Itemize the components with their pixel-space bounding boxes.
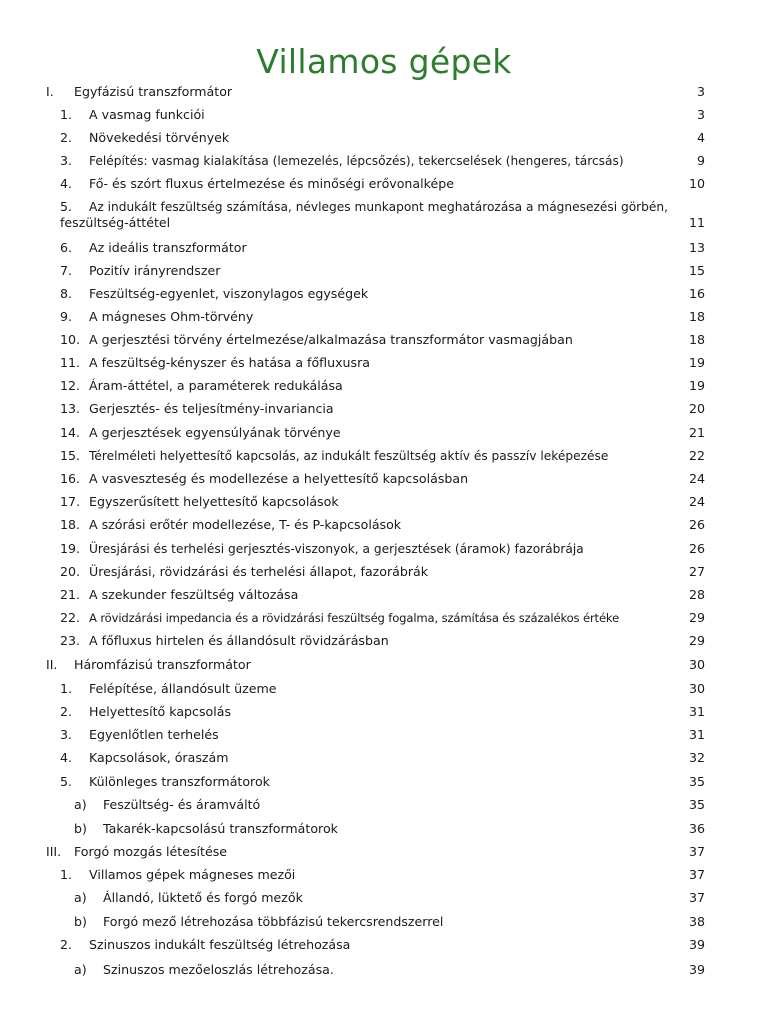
toc-text: Üresjárási, rövidzárási és terhelési állapot, fazorábrák [89, 564, 429, 579]
toc-text: Felépítése, állandósult üzeme [89, 681, 277, 696]
toc-text: Egyenlőtlen terhelés [89, 727, 219, 742]
toc-page: 29 [688, 633, 705, 648]
toc-page: 29 [688, 610, 705, 625]
toc-text: A vasveszteség és modellezése a helyettesítő kapcsolásban [89, 471, 469, 486]
toc-text: Villamos gépek mágneses mezői [89, 867, 296, 882]
toc-number: 23. [60, 633, 81, 648]
toc-entry[interactable] [0, 199, 768, 231]
toc-text: Háromfázisú transzformátor [74, 657, 251, 672]
toc-page: 24 [688, 471, 705, 486]
toc-text: Takarék-kapcsolású transzformátorok [103, 821, 338, 836]
toc-number: a) [74, 890, 87, 905]
toc-number: 4. [60, 750, 73, 765]
toc-number: 3. [60, 153, 73, 168]
toc-text: Térelméleti helyettesítő kapcsolás, az indukált feszültség aktív és passzív leképezése [89, 449, 609, 463]
toc-number: 12. [60, 378, 81, 393]
toc-page: 21 [688, 425, 705, 440]
toc-text: A vasmag funkciói [89, 107, 205, 122]
toc-page: 10 [688, 176, 705, 191]
toc-page: 24 [688, 494, 705, 509]
toc-page: 28 [688, 587, 705, 602]
toc-number: 11. [60, 355, 81, 370]
toc-number: 2. [60, 704, 73, 719]
toc-number: 1. [60, 867, 73, 882]
toc-text: Felépítés: vasmag kialakítása (lemezelés, lépcsőzés), tekercselések (hengeres, tárcsás) [89, 154, 624, 168]
toc-number: 18. [60, 517, 81, 532]
toc-text: A főfluxus hirtelen és állandósult rövidzárásban [89, 633, 389, 648]
toc-page: 30 [688, 681, 705, 696]
toc-page: 31 [688, 704, 705, 719]
toc-number: 13. [60, 401, 81, 416]
toc-text: Fő- és szórt fluxus értelmezése és minőségi erővonalképe [89, 176, 454, 191]
toc-page: 3 [696, 107, 705, 122]
toc-text: Feszültség- és áramváltó [103, 797, 261, 812]
toc-text: Feszültség-egyenlet, viszonylagos egységek [89, 286, 369, 301]
toc-page: 32 [688, 750, 705, 765]
toc-number: 1. [60, 681, 73, 696]
toc-number: 8. [60, 286, 73, 301]
toc-number: 19. [60, 541, 81, 556]
toc-page: 19 [688, 378, 705, 393]
toc-page: 13 [688, 240, 705, 255]
toc-page: 26 [688, 541, 705, 556]
toc-text: Áram-áttétel, a paraméterek redukálása [89, 378, 343, 393]
toc-page: 18 [688, 332, 705, 347]
toc-number: 1. [60, 107, 73, 122]
toc-page: 11 [688, 215, 705, 230]
toc-page: 9 [696, 153, 705, 168]
toc-number: b) [74, 821, 87, 836]
toc-text: Pozitív irányrendszer [89, 263, 221, 278]
toc-page: 35 [688, 774, 705, 789]
toc-page: 18 [688, 309, 705, 324]
toc-number: 3. [60, 727, 73, 742]
toc-number: 2. [60, 130, 73, 145]
toc-text: Szinuszos mezőeloszlás létrehozása. [103, 962, 334, 977]
toc-page: 15 [688, 263, 705, 278]
toc-text: A rövidzárási impedancia és a rövidzárási feszültség fogalma, számítása és százalékos értéke [89, 611, 620, 625]
toc-text: Az indukált feszültség számítása, névleges munkapont meghatározása a mágnesezési görbén, [89, 200, 669, 214]
toc-page: 22 [688, 448, 705, 463]
toc-text: Helyettesítő kapcsolás [89, 704, 231, 719]
toc-page: 19 [688, 355, 705, 370]
document-title: Villamos gépek [256, 42, 512, 81]
toc-text: Egyfázisú transzformátor [74, 84, 233, 99]
toc-number: 4. [60, 176, 73, 191]
toc-page: 30 [688, 657, 705, 672]
toc-text: Szinuszos indukált feszültség létrehozása [89, 937, 351, 952]
toc-page: 27 [688, 564, 705, 579]
toc-number: 10. [60, 332, 81, 347]
toc-number: 20. [60, 564, 81, 579]
toc-page: 37 [688, 844, 705, 859]
toc-number: 17. [60, 494, 81, 509]
toc-text: Forgó mozgás létesítése [74, 844, 228, 859]
toc-number: 5. [60, 774, 73, 789]
toc-page: 4 [696, 130, 705, 145]
toc-page: 39 [688, 937, 705, 952]
toc-number: 14. [60, 425, 81, 440]
toc-text: Üresjárási és terhelési gerjesztés-viszonyok, a gerjesztések (áramok) fazorábrája [89, 542, 584, 556]
toc-text: Az ideális transzformátor [89, 240, 247, 255]
toc-number: a) [74, 797, 87, 812]
toc-number: 21. [60, 587, 81, 602]
toc-page: 3 [696, 84, 705, 99]
toc-page: 36 [688, 821, 705, 836]
toc-number: II. [46, 657, 58, 672]
toc-number: 15. [60, 448, 81, 463]
toc-text: Egyszerűsített helyettesítő kapcsolások [89, 494, 339, 509]
toc-number: 2. [60, 937, 73, 952]
toc-page: 20 [688, 401, 705, 416]
toc-text: A szekunder feszültség változása [89, 587, 299, 602]
toc-number: I. [46, 84, 54, 99]
toc-number: 22. [60, 610, 81, 625]
toc-number: b) [74, 914, 87, 929]
toc-number: 9. [60, 309, 73, 324]
toc-text: Állandó, lüktető és forgó mezők [103, 890, 303, 905]
toc-text: A feszültség-kényszer és hatása a főfluxusra [89, 355, 370, 370]
toc-text: A gerjesztési törvény értelmezése/alkalmazása transzformátor vasmagjában [89, 332, 573, 347]
toc-page: 16 [688, 286, 705, 301]
toc-page: 31 [688, 727, 705, 742]
toc-text: A gerjesztések egyensúlyának törvénye [89, 425, 341, 440]
toc-page: 35 [688, 797, 705, 812]
toc-page: 37 [688, 890, 705, 905]
toc-text: Forgó mező létrehozása többfázisú tekercsrendszerrel [103, 914, 444, 929]
toc-number: 6. [60, 240, 73, 255]
toc-page: 38 [688, 914, 705, 929]
toc-text: A szórási erőtér modellezése, T- és P-kapcsolások [89, 517, 402, 532]
toc-page: 26 [688, 517, 705, 532]
toc-number: III. [46, 844, 62, 859]
toc-text: A mágneses Ohm-törvény [89, 309, 254, 324]
toc-text: Növekedési törvények [89, 130, 230, 145]
toc-text: Kapcsolások, óraszám [89, 750, 229, 765]
toc-number: 7. [60, 263, 73, 278]
toc-page: 37 [688, 867, 705, 882]
toc-text: Gerjesztés- és teljesítmény-invariancia [89, 401, 334, 416]
toc-text: Különleges transzformátorok [89, 774, 270, 789]
toc-number: 5. [60, 199, 73, 214]
toc-number: a) [74, 962, 87, 977]
toc-number: 16. [60, 471, 81, 486]
toc-text-continued: feszültség-áttétel [60, 215, 171, 230]
toc-page: 39 [688, 962, 705, 977]
